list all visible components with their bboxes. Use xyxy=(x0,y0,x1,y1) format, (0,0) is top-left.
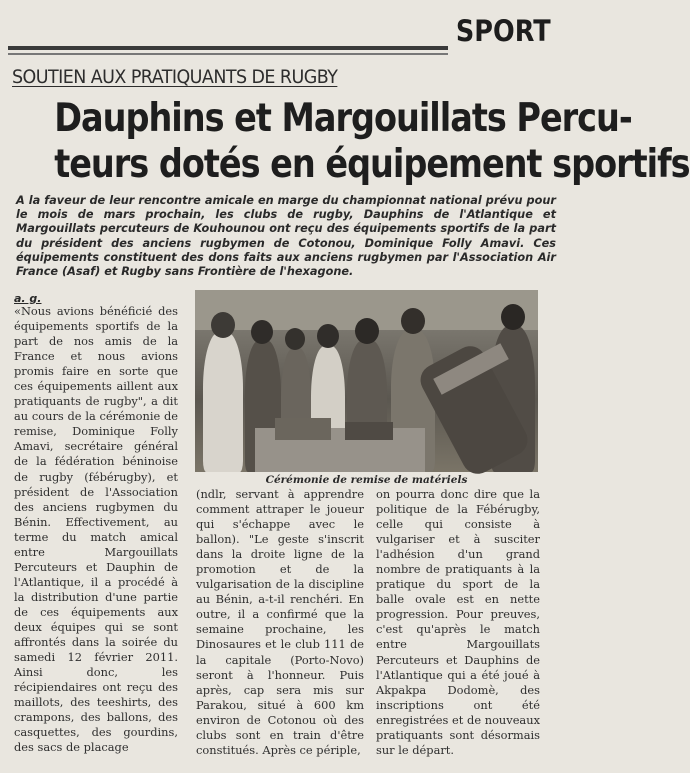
article-column-2: (ndlr, servant à apprendre comment attraper le joueur qui s'échappe avec le ballon). "Le geste s'inscrit dans la droite ligne de la promotion et de la vulgarisation de la discipline au Bénin, a-t-il renchéri. En outre, il a confirmé que la semaine prochaine, les Dinosaures et le club 111 de la capitale (Porto-Novo) seront à l'honneur. Puis après, cap sera mis sur Parakou, situé à 600 km environ de Cotonou où des clubs sont en train d'être constitués. Après ce périple, xyxy=(196,487,364,757)
article-photo xyxy=(195,290,538,472)
photo-person-head xyxy=(251,320,273,344)
section-label: SPORT xyxy=(456,14,551,48)
header-rule-thin xyxy=(8,53,448,55)
header-rule xyxy=(8,46,448,50)
article-column-3: on pourra donc dire que la politique de la Fébérugby, celle qui consiste à vulgariser et à susciter l'adhésion d'un grand nombre de pratiquants à la pratique du sport de la balle ovale est en nette progression. Pour preuves, c'est qu'après le match entre Margouillats Percuteurs et Dauphins de l'Atlantique qui a été joué à Akpakpa Dodomè, des inscriptions ont été enregistrées et de nouveaux pratiquants sont désormais sur le départ. xyxy=(376,487,540,757)
photo-equipment-box xyxy=(345,422,393,440)
photo-caption: Cérémonie de remise de matériels xyxy=(265,474,468,486)
article-column-1: «Nous avions bénéficié des équipements sportifs de la part de nos amis de la France et nous avions promis faire en sorte que ces équipements aillent aux pratiquants de rugby", a dit au cours de la cérémonie de remise, Dominique Folly Amavi, secrétaire général de la fédération béninoise de rugby (fébérugby), et président de l'Association des anciens rugbymen du Bénin. Effectivement, au terme du match amical entre Margouillats Percuteurs et Dauphin de l'Atlantique, il a procédé à la distribution d'une partie de ces équipements aux deux équipes qui se sont affrontés dans la soirée du samedi 12 février 2011. Ainsi donc, les récipiendaires ont reçu des maillots, des teeshirts, des crampons, des ballons, des casquettes, des gourdins, des sacs de placage xyxy=(14,304,178,755)
photo-equipment-box xyxy=(275,418,331,440)
headline-line-1: Dauphins et Margouillats Percu- xyxy=(54,96,632,141)
headline-line-2: teurs dotés en équipement sportifs xyxy=(54,142,690,187)
photo-person-head xyxy=(501,304,525,330)
photo-person-head xyxy=(211,312,235,338)
article-byline: a. g. xyxy=(14,292,42,305)
photo-person-head xyxy=(355,318,379,344)
photo-person-head xyxy=(317,324,339,348)
article-lead: A la faveur de leur rencontre amicale en marge du championnat national prévu pour le mois de mars prochain, les clubs de rugby, Dauphins de l'Atlantique et Margouillats percuteurs de Kouhounou ont reçu des équipements sportifs de la part du président des anciens rugbymen de Cotonou, Dominique Folly Amavi. Ces équipements constituent des dons faits aux anciens rugbymen par l'Association Air France (Asaf) et Rugby sans Frontière de l'hexagone. xyxy=(16,194,556,279)
photo-person xyxy=(203,332,243,472)
photo-person-head xyxy=(401,308,425,334)
photo-person-head xyxy=(285,328,305,350)
article-kicker: SOUTIEN AUX PRATIQUANTS DE RUGBY xyxy=(12,66,338,88)
article-headline xyxy=(16,96,690,188)
